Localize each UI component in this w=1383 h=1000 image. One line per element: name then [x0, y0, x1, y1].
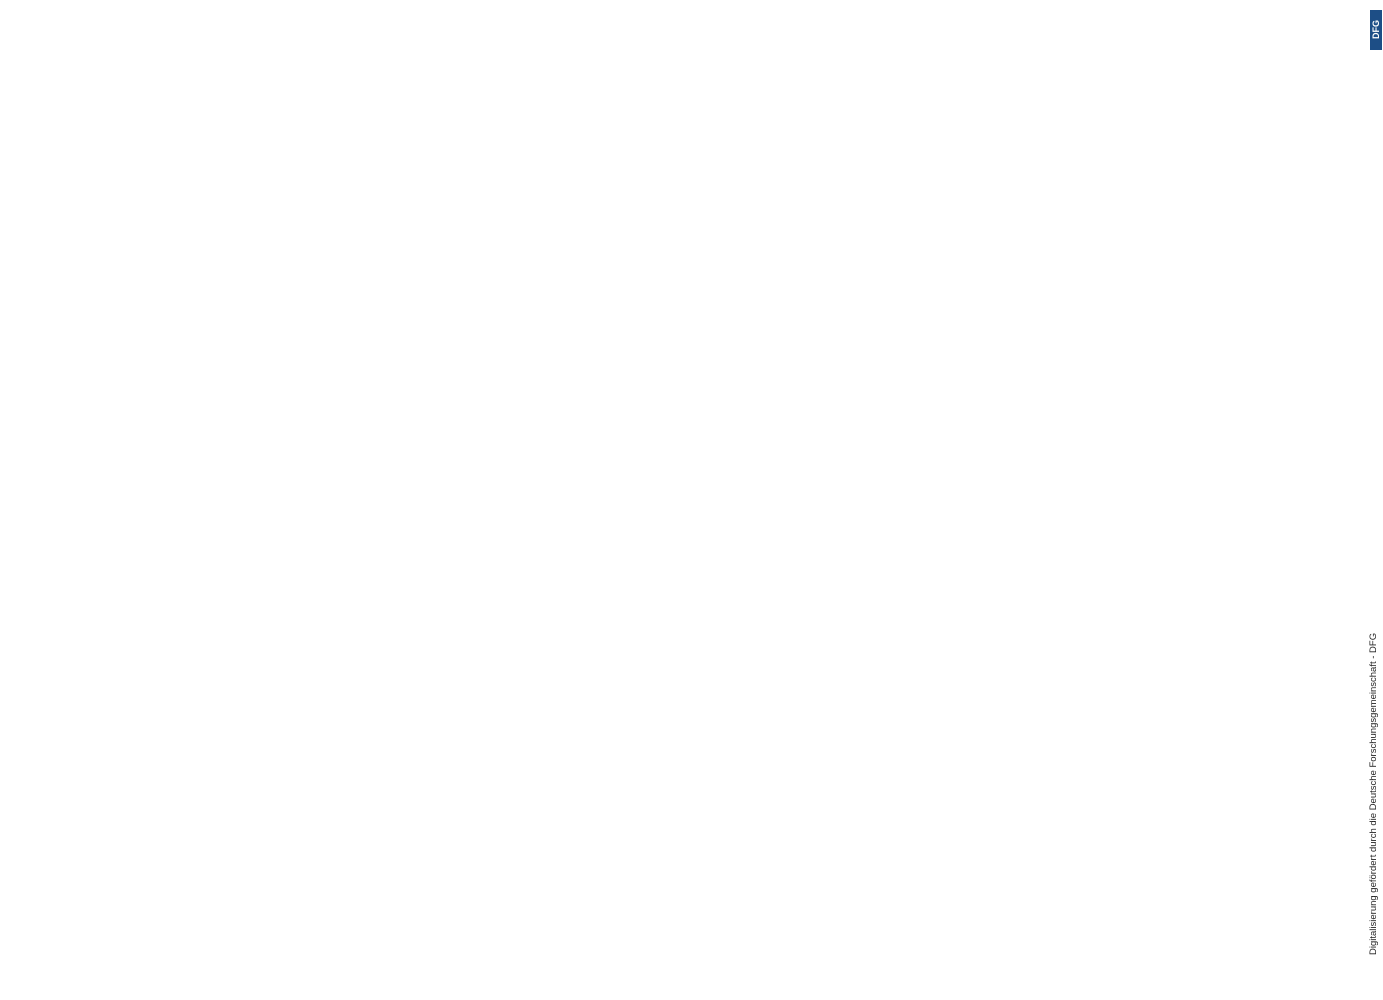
- digitization-credit: Digitalisierung gefördert durch die Deutsche Forschungsgemeinschaft - DFG: [1368, 632, 1379, 955]
- dfg-logo: DFG: [1370, 10, 1382, 50]
